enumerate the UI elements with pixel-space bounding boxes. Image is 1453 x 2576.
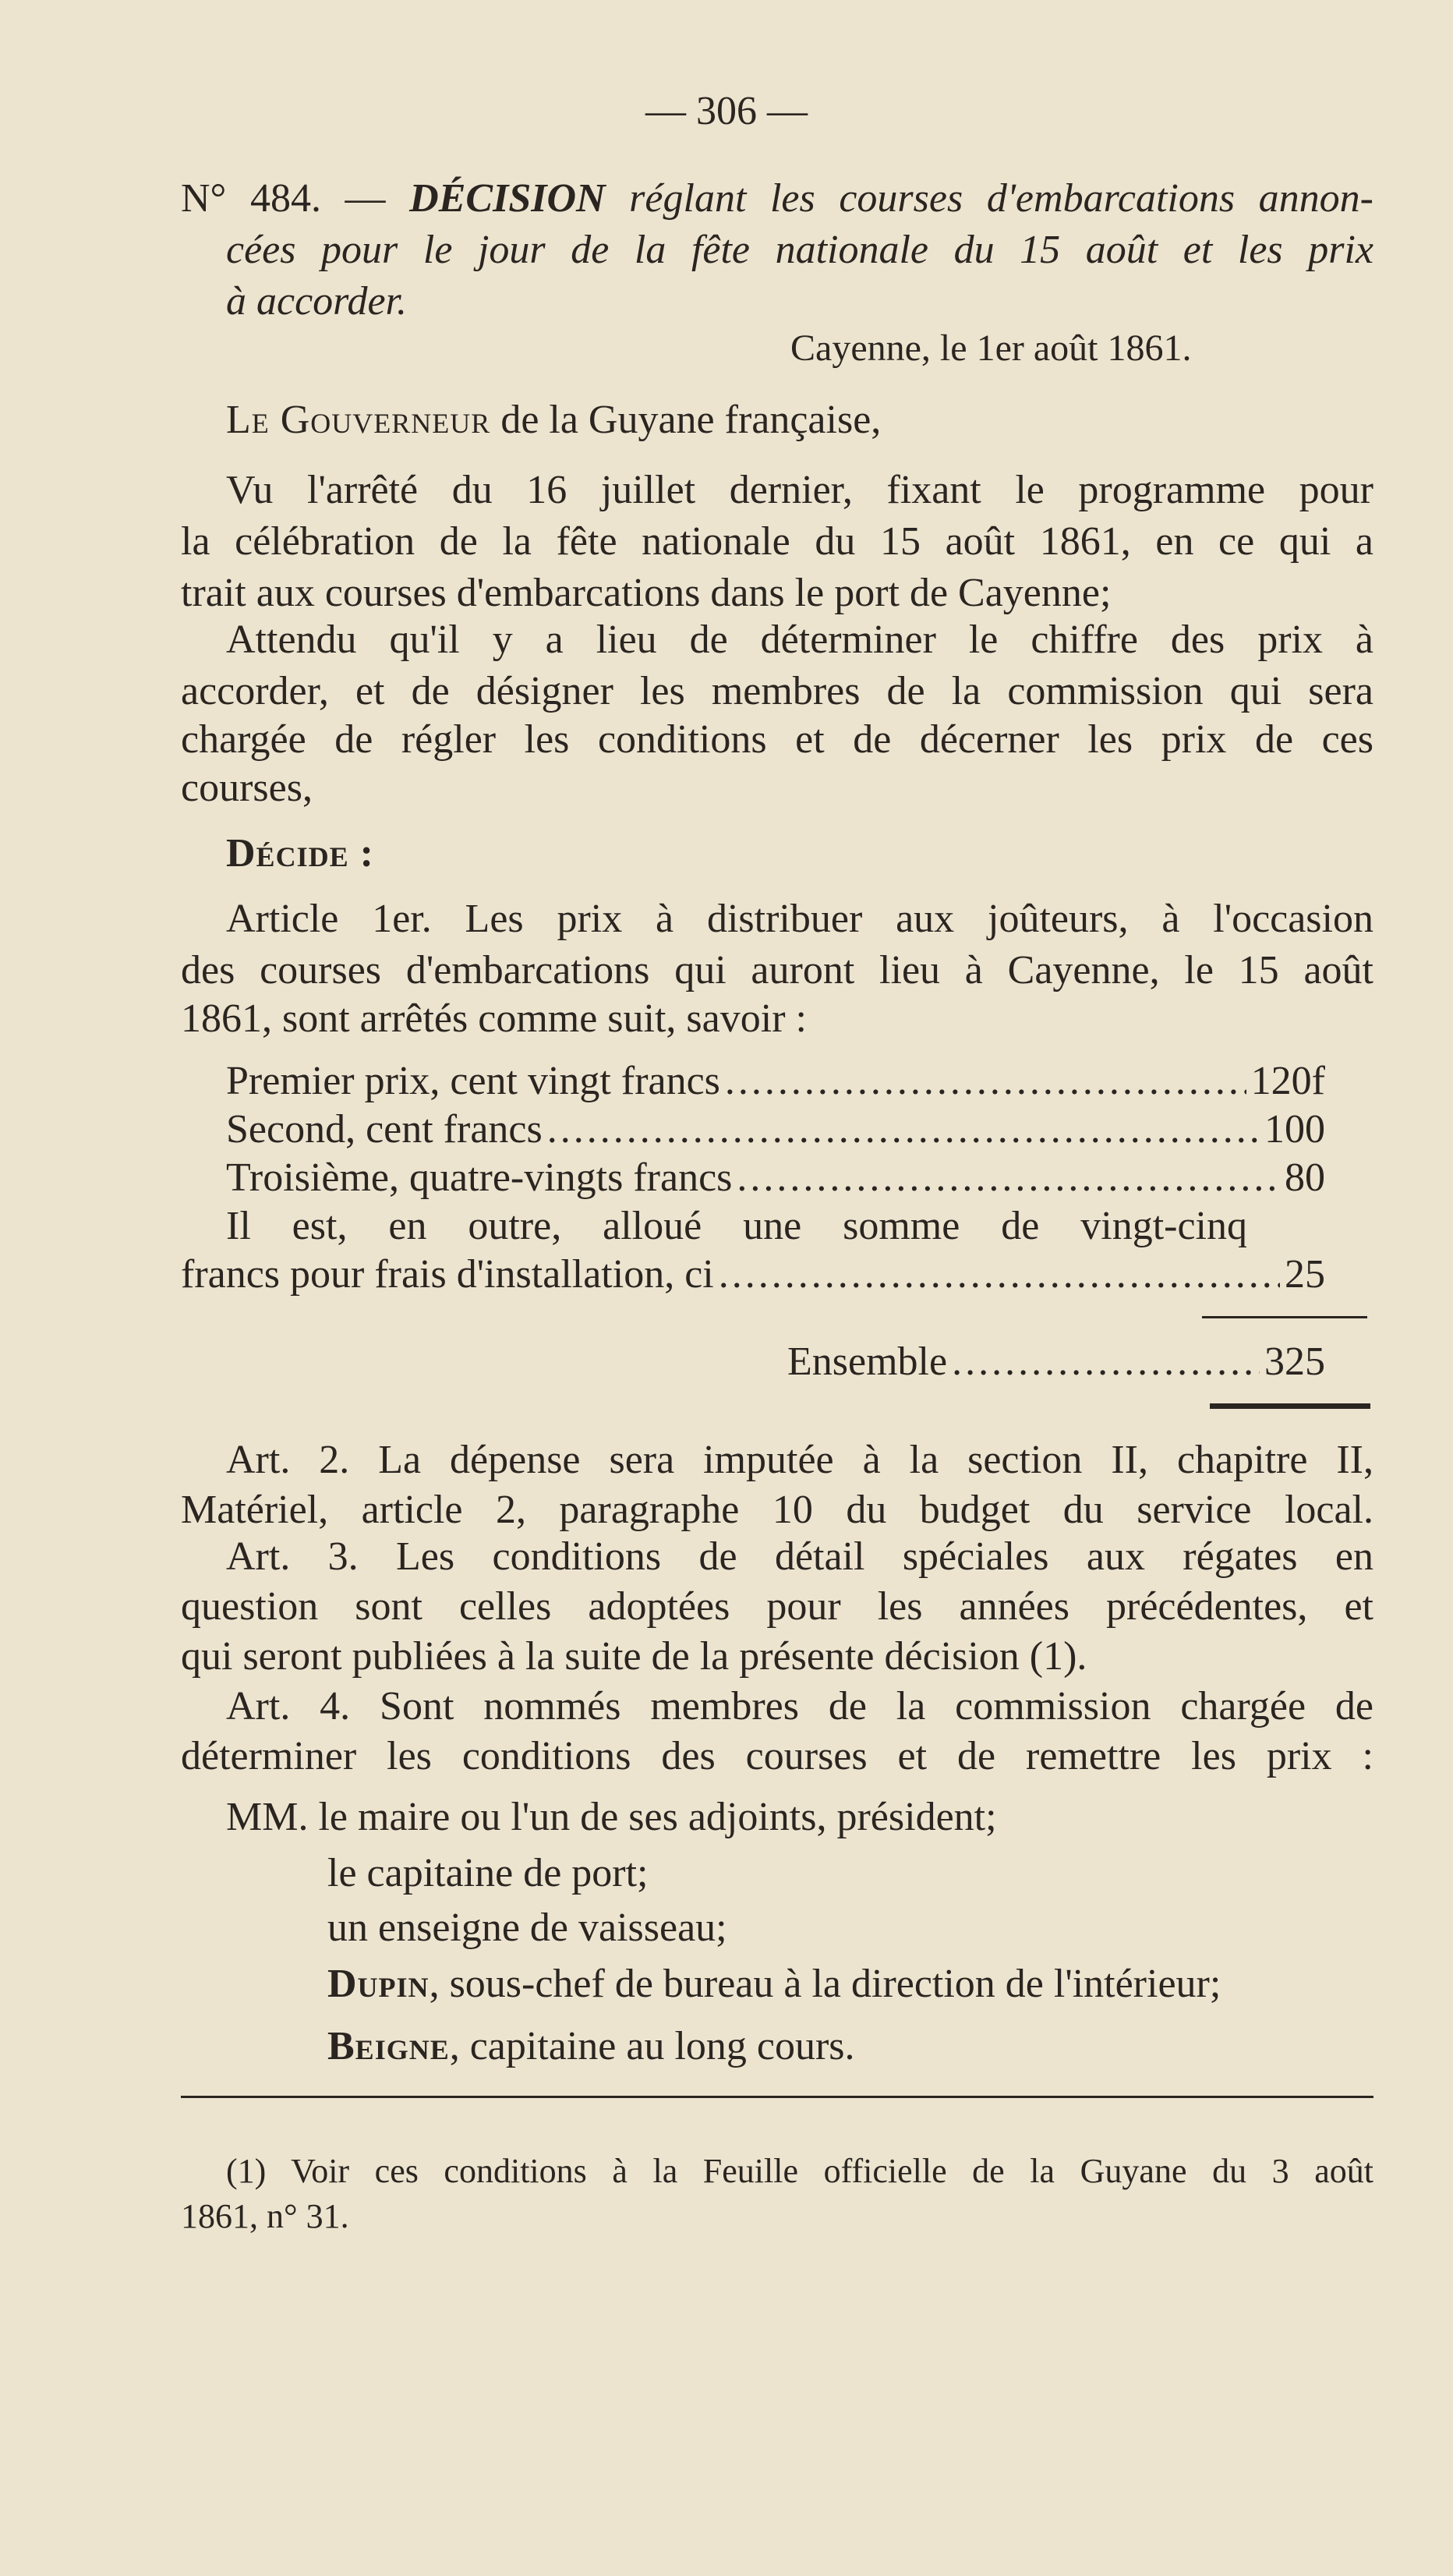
- governor-title: Le Gouverneur: [226, 398, 491, 442]
- considerant-line: courses,: [181, 766, 313, 810]
- installation-amount: 25: [1285, 1252, 1325, 1297]
- prize-amount: 80: [1285, 1155, 1325, 1200]
- governor-line: Le Gouverneur de la Guyane française,: [226, 398, 882, 442]
- dateline: Cayenne, le 1er août 1861.: [790, 327, 1192, 369]
- article-1-line: 1861, sont arrêtés comme suit, savoir :: [181, 996, 807, 1041]
- considerant-line: chargée de régler les conditions et de décerner les prix de ces: [181, 717, 1373, 762]
- total-amount: 325: [1264, 1339, 1325, 1384]
- prize-amount: 100: [1264, 1107, 1325, 1152]
- considerant-line: Vu l'arrêté du 16 juillet dernier, fixant le programme pour: [226, 468, 1373, 512]
- decision-keyword: DÉCISION: [409, 176, 606, 221]
- member-item: Dupin, sous-chef de bureau à la direction de l'intérieur;: [327, 1962, 1221, 2006]
- member-item: le capitaine de port;: [327, 1851, 649, 1895]
- member-item: un enseigne de vaisseau;: [327, 1905, 727, 1950]
- decision-heading-line-2: cées pour le jour de la fête nationale du 15 août et les prix: [226, 228, 1373, 272]
- considerant-line: accorder, et de désigner les membres de la commission qui sera: [181, 669, 1373, 713]
- total-rule: [1210, 1403, 1370, 1409]
- article-line: déterminer les conditions des courses et de remettre les prix :: [181, 1734, 1373, 1778]
- article-line: Art. 4. Sont nommés membres de la commission chargée de: [226, 1684, 1373, 1729]
- article-line: qui seront publiées à la suite de la présente décision (1).: [181, 1634, 1087, 1679]
- prize-row-third: Troisième, quatre-vingts francs ..... 80: [226, 1154, 1325, 1202]
- article-line: question sont celles adoptées pour les années précédentes, et: [181, 1584, 1373, 1629]
- decision-number: N° 484.: [181, 176, 321, 221]
- article-line: Art. 3. Les conditions de détail spéciales aux régates en: [226, 1534, 1373, 1579]
- decision-heading-line-1: N° 484. — DÉCISION réglant les courses d'embarcations annon-: [181, 176, 1373, 221]
- installation-line-1: Il est, en outre, alloué une somme de vingt-cinq: [226, 1204, 1247, 1248]
- considerant-line: trait aux courses d'embarcations dans le port de Cayenne;: [181, 571, 1112, 615]
- decision-heading-line-3: à accorder.: [226, 279, 408, 324]
- considerant-line: la célébration de la fête nationale du 15 août 1861, en ce qui a: [181, 519, 1373, 564]
- prize-amount: 120f: [1250, 1059, 1325, 1103]
- footnote-line-1: (1) Voir ces conditions à la Feuille officielle de la Guyane du 3 août: [226, 2152, 1373, 2190]
- member-president: MM. le maire ou l'un de ses adjoints, président;: [226, 1795, 997, 1839]
- sum-rule: [1202, 1316, 1367, 1318]
- article-line: Art. 2. La dépense sera imputée à la section II, chapitre II,: [226, 1438, 1373, 1482]
- member-name: Beigne: [327, 2024, 450, 2068]
- decide-heading: Décide :: [226, 831, 374, 876]
- prize-row-second: Second, cent francs ..... 100: [226, 1106, 1325, 1154]
- article-line: Matériel, article 2, paragraphe 10 du budget du service local.: [181, 1488, 1373, 1532]
- footnote-separator: [181, 2096, 1373, 2098]
- page-number: — 306 —: [645, 89, 808, 133]
- article-1-line: des courses d'embarcations qui auront lieu à Cayenne, le 15 août: [181, 948, 1373, 993]
- member-item: Beigne, capitaine au long cours.: [327, 2024, 855, 2068]
- installation-line-2: francs pour frais d'installation, ci ..... 25: [181, 1251, 1325, 1299]
- total-row: Ensemble ..... 325: [787, 1338, 1325, 1386]
- prize-row-first: Premier prix, cent vingt francs ..... 120f: [226, 1057, 1325, 1106]
- members-prefix: MM.: [226, 1795, 309, 1839]
- considerant-line: Attendu qu'il y a lieu de déterminer le chiffre des prix à: [226, 617, 1373, 662]
- member-name: Dupin: [327, 1962, 430, 2006]
- article-1-line: Article 1er. Les prix à distribuer aux joûteurs, à l'occasion: [226, 897, 1373, 941]
- footnote-line-2: 1861, n° 31.: [181, 2197, 349, 2235]
